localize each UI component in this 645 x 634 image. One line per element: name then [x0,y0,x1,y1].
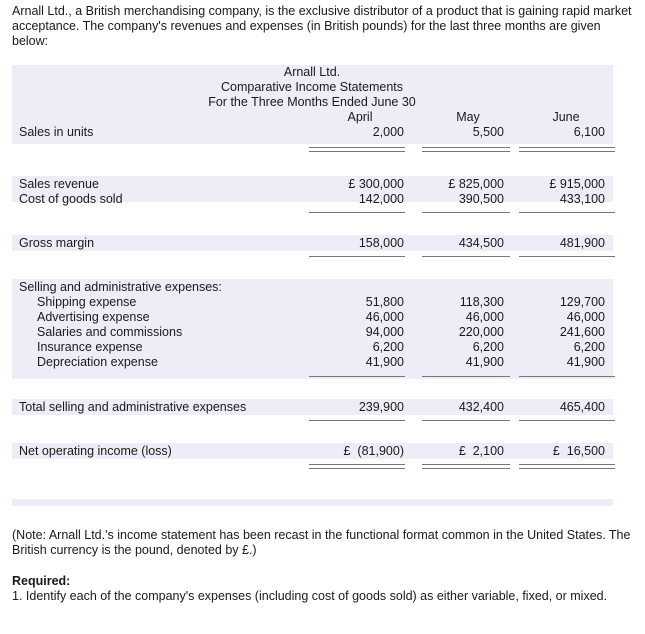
income-statement-table [12,65,613,506]
row-label: Cost of goods sold [19,192,123,206]
month-may: May [456,110,480,124]
month-april: April [347,110,373,124]
april-value: 94,000 [365,325,404,339]
rule [309,468,405,469]
may-value: 432,400 [458,400,504,414]
rule [309,147,405,148]
row-label: Sales in units [19,125,94,139]
may-value: 46,000 [465,310,504,324]
row-shipping [12,295,613,310]
required-section [12,574,632,604]
rule [519,151,615,152]
june-value: 241,600 [559,325,605,339]
rule [422,420,510,421]
row-label: Advertising expense [37,310,150,324]
row-label: Sales revenue [19,177,99,191]
row-net-operating-income [12,444,613,459]
required-heading: Required: [12,574,71,588]
row-sales-revenue [12,177,613,192]
rule [422,212,510,213]
row-label: Salaries and commissions [37,325,183,339]
rule [422,468,510,469]
june-value: 465,400 [559,400,605,414]
may-value: 220,000 [458,325,504,339]
may-value: 434,500 [458,236,504,250]
row-gross-margin [12,236,613,251]
april-value: 158,000 [358,236,404,250]
june-value: £ 16,500 [552,444,605,458]
row-insurance [12,340,613,355]
row-label: Depreciation expense [37,355,158,369]
row-sales-units [12,125,613,140]
rule [309,212,405,213]
may-value: 390,500 [458,192,504,206]
row-label: Gross margin [19,236,95,250]
rule [422,151,510,152]
rule [309,256,405,257]
rule [519,420,615,421]
row-label: Total selling and administrative expenses [19,400,247,414]
row-sga-header [12,280,613,295]
may-value: 6,200 [472,340,504,354]
rule [519,147,615,148]
row-salaries [12,325,613,340]
rule [309,420,405,421]
rule [519,464,615,465]
april-value: 51,800 [365,295,404,309]
required-item-1: 1. Identify each of the company's expenses (including cost of goods sold) as either variable, fixed, or mixed. [12,589,608,603]
row-label: Insurance expense [37,340,143,354]
june-value: 481,900 [559,236,605,250]
april-value: £ 300,000 [348,177,404,191]
rule [519,376,615,377]
rule [422,376,510,377]
row-advertising [12,310,613,325]
rule [519,468,615,469]
intro-paragraph: Arnall Ltd., a British merchandising company, is the exclusive distributor of a product that is gaining rapid market acceptance. The company's revenues and expenses (in British pounds) for the last three months are given below: [12,4,632,48]
month-june: June [552,110,580,124]
june-value: 433,100 [559,192,605,206]
may-value: 5,500 [472,125,504,139]
april-value: 2,000 [372,125,404,139]
june-value: 46,000 [566,310,605,324]
row-label: Shipping expense [37,295,137,309]
june-value: £ 915,000 [549,177,605,191]
april-value: 41,900 [365,355,404,369]
rule [422,464,510,465]
rule [519,256,615,257]
april-value: 142,000 [358,192,404,206]
may-value: £ 825,000 [448,177,504,191]
statement-title: Comparative Income Statements [220,80,404,94]
may-value: 118,300 [459,295,504,309]
statement-period: For the Three Months Ended June 30 [208,95,416,109]
rule [309,464,405,465]
april-value: £ (81,900) [343,444,404,458]
row-total-sga [12,400,613,415]
rule [519,212,615,213]
april-value: 46,000 [365,310,404,324]
row-cogs [12,192,613,207]
rule [309,376,405,377]
may-value: 41,900 [465,355,504,369]
june-value: 41,900 [566,355,605,369]
april-value: 6,200 [372,340,404,354]
june-value: 6,100 [573,125,605,139]
rule [309,151,405,152]
row-label: Net operating income (loss) [19,444,172,458]
row-label: Selling and administrative expenses: [19,280,222,294]
may-value: £ 2,100 [458,444,504,458]
april-value: 239,900 [358,400,404,414]
june-value: 6,200 [573,340,605,354]
note-paragraph: (Note: Arnall Ltd.'s income statement has been recast in the functional format common in the United States. The British currency is the pound, denoted by £.) [12,528,631,557]
rule [422,256,510,257]
june-value: 129,700 [559,295,605,309]
company-name: Arnall Ltd. [283,65,341,79]
rule [422,147,510,148]
row-depreciation [12,355,613,370]
band-bottom [12,499,613,506]
